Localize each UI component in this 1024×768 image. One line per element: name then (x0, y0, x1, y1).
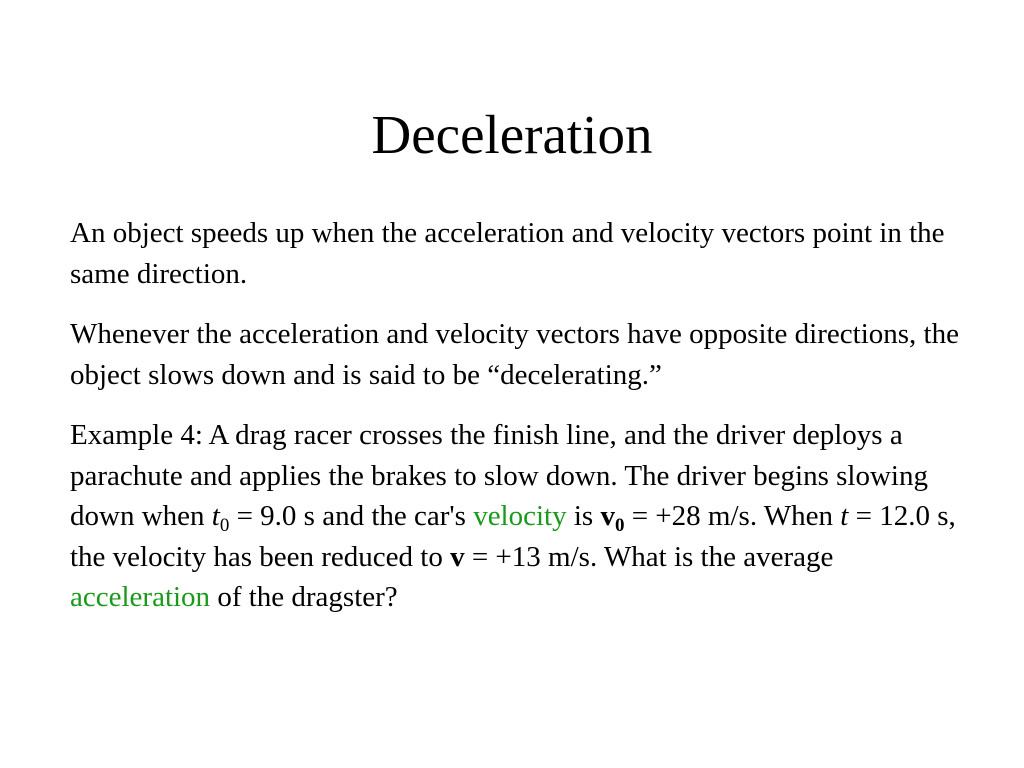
velocity-term: velocity (473, 500, 567, 532)
acceleration-term: acceleration (70, 581, 211, 613)
v0-subscript: 0 (614, 515, 625, 536)
v-value-text: = +13 m/s. What is the average (464, 540, 834, 573)
v-variable: v (450, 540, 465, 573)
t0-value-text: = 9.0 s and the car's (229, 500, 474, 532)
example-ending-text: of the dragster? (210, 581, 398, 613)
t-variable: t (840, 500, 849, 532)
is-text: is (566, 500, 601, 532)
slide-body (70, 213, 980, 638)
paragraph-speeds-up: An object speeds up when the acceleration and velocity vectors point in the same direction. (70, 217, 945, 290)
paragraph-example-4 (70, 415, 980, 618)
slide-title: Deceleration (371, 104, 653, 165)
paragraph-decelerating: Whenever the acceleration and velocity vectors have opposite directions, the object slows down and is said to be “decelerating.” (70, 318, 959, 391)
v0-variable: v (600, 500, 615, 532)
example-intro-text: Example 4: A drag racer crosses the finish line, and the driver deploys a parachute and applies the brakes to slow down. The driver begins slowing down when (70, 419, 928, 532)
t-value-text: = 12.0 s, the velocity has been reduced to (70, 500, 956, 573)
v0-value-text: = +28 m/s. When (624, 500, 841, 532)
t0-variable: t (211, 500, 220, 532)
t0-subscript: 0 (219, 515, 230, 536)
